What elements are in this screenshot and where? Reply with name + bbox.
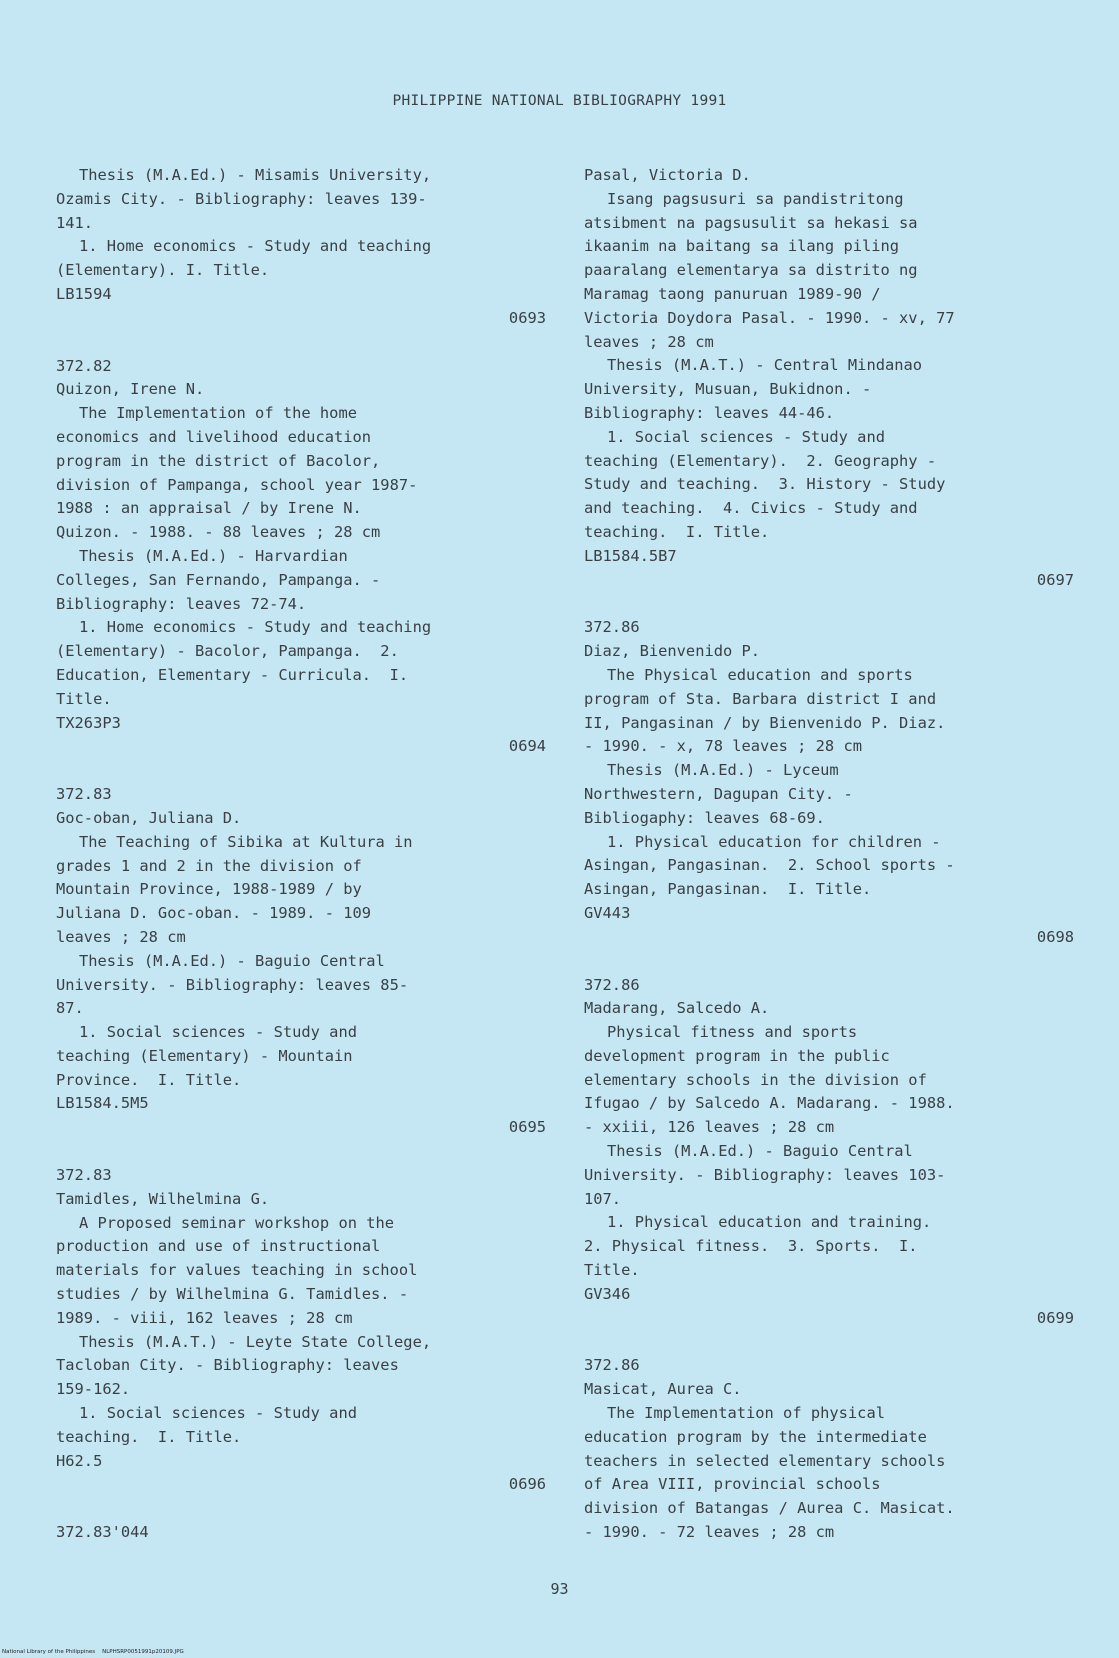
entry-line: 372.86 — [584, 1356, 640, 1375]
entry-line: 1988 : an appraisal / by Irene N. — [56, 499, 362, 518]
entry-line: and teaching. 4. Civics - Study and — [584, 499, 918, 518]
entry-line: LB1594 — [56, 284, 112, 303]
entry-line: Tacloban City. - Bibliography: leaves — [56, 1356, 399, 1375]
entry-line: 87. — [56, 999, 84, 1018]
entry-line: 107. — [584, 1189, 622, 1208]
entry-line: leaves ; 28 cm — [584, 332, 714, 351]
entry-line: 372.86 — [584, 618, 640, 637]
entry-gap — [56, 331, 546, 355]
entry-line: University. - Bibliography: leaves 103- — [584, 1165, 946, 1184]
entry-line: II, Pangasinan / by Bienvenido P. Diaz. — [584, 713, 946, 732]
entry-line: 1. Home economics - Study and teaching — [79, 237, 432, 256]
entry-line: 372.83 — [56, 785, 112, 804]
entry-line: H62.5 — [56, 1451, 103, 1470]
entry-gap — [56, 759, 546, 783]
entry-line: Victoria Doydora Pasal. - 1990. - xv, 77 — [584, 308, 955, 327]
entry-line: Thesis (M.A.T.) - Central Mindanao — [607, 356, 923, 375]
entry-line: Asingan, Pangasinan. 2. School sports - — [584, 856, 955, 875]
control-number: 0696 — [508, 1475, 546, 1494]
entry-line: Diaz, Bienvenido P. — [584, 642, 761, 661]
entry-line: Ozamis City. - Bibliography: leaves 139- — [56, 189, 427, 208]
entry-line: University. - Bibliography: leaves 85- — [56, 975, 409, 994]
entry-line: Quizon, Irene N. — [56, 380, 205, 399]
entry-line: Thesis (M.A.Ed.) - Baguio Central — [79, 951, 385, 970]
entry-line: Bibliogaphy: leaves 68-69. — [584, 808, 825, 827]
entry-line: 372.86 — [584, 975, 640, 994]
entry-line: TX263P3 — [56, 713, 121, 732]
entry-line: The Teaching of Sibika at Kultura in — [79, 832, 413, 851]
entry-line: ikaanim na baitang sa ilang piling — [584, 237, 900, 256]
entry-line: Study and teaching. 3. History - Study — [584, 475, 946, 494]
entry-line: - xxiii, 126 leaves ; 28 cm — [584, 1118, 835, 1137]
entry-line: division of Pampanga, school year 1987- — [56, 475, 418, 494]
entry-line: 1. Physical education and training. — [607, 1213, 932, 1232]
entry-line: Thesis (M.A.T.) - Leyte State College, — [79, 1332, 432, 1351]
running-header: PHILIPPINE NATIONAL BIBLIOGRAPHY 1991 — [392, 93, 727, 109]
entry-line: Ifugao / by Salcedo A. Madarang. - 1988. — [584, 1094, 955, 1113]
entry-line: Pasal, Victoria D. — [584, 166, 751, 184]
entry-line: Madarang, Salcedo A. — [584, 999, 770, 1018]
entry-line: - 1990. - x, 78 leaves ; 28 cm — [584, 737, 862, 756]
entry-line: 1989. - viii, 162 leaves ; 28 cm — [56, 1308, 353, 1327]
control-number: 0693 — [508, 308, 546, 327]
entry-line: Thesis (M.A.Ed.) - Baguio Central — [607, 1142, 913, 1161]
entry-line: GV443 — [584, 903, 631, 922]
entry-line: Masicat, Aurea C. — [584, 1380, 742, 1399]
entry-line: Asingan, Pangasinan. I. Title. — [584, 880, 872, 899]
entry-line: Title. — [56, 689, 112, 708]
entry-line: 372.83 — [56, 1166, 112, 1185]
entry-gap — [584, 592, 1074, 616]
entry-line: division of Batangas / Aurea C. Masicat. — [584, 1499, 955, 1518]
entry-line: Title. — [584, 1261, 640, 1280]
right-column — [584, 164, 1074, 1545]
entry-line: economics and livelihood education — [56, 427, 372, 446]
entry-line: 2. Physical fitness. 3. Sports. I. — [584, 1237, 918, 1256]
entry-line: grades 1 and 2 in the division of — [56, 856, 362, 875]
entry-line: Physical fitness and sports — [607, 1023, 858, 1042]
entry-line: 1. Home economics - Study and teaching — [79, 618, 432, 637]
entry-line: Province. I. Title. — [56, 1070, 242, 1089]
entry-line: paaralang elementarya sa distrito ng — [584, 261, 918, 280]
entry-line: program in the district of Bacolor, — [56, 451, 381, 470]
control-number: 0699 — [1036, 1308, 1074, 1327]
entry-line: program of Sta. Barbara district I and — [584, 689, 937, 708]
entry-line: teachers in selected elementary schools — [584, 1451, 946, 1470]
entry-line: studies / by Wilhelmina G. Tamidles. - — [56, 1285, 409, 1304]
entry-gap — [56, 1497, 546, 1521]
entry-line: Quizon. - 1988. - 88 leaves ; 28 cm — [56, 523, 381, 542]
entry-line: development program in the public — [584, 1046, 890, 1065]
entry-line: teaching (Elementary) - Mountain — [56, 1046, 353, 1065]
entry-line: teaching (Elementary). 2. Geography - — [584, 451, 937, 470]
control-number: 0695 — [508, 1118, 546, 1137]
entry-line: The Implementation of the home — [79, 404, 357, 423]
entry-line: LB1584.5M5 — [56, 1094, 149, 1113]
entry-line: Thesis (M.A.Ed.) - Lyceum — [607, 761, 839, 780]
entry-line: The Physical education and sports — [607, 665, 913, 684]
entry-line: 1. Social sciences - Study and — [607, 427, 885, 446]
entry-line: Mountain Province, 1988-1989 / by — [56, 880, 362, 899]
entry-line: 372.82 — [56, 356, 112, 375]
entry-line: 1. Social sciences - Study and — [79, 1404, 357, 1423]
entry-line: Thesis (M.A.Ed.) - Misamis University, — [79, 166, 432, 184]
entry-line: (Elementary). I. Title. — [56, 261, 270, 280]
entry-line: atsibment na pagsusulit sa hekasi sa — [584, 213, 918, 232]
entry-gap — [584, 950, 1074, 974]
entry-line: The Implementation of physical — [607, 1404, 885, 1423]
entry-line: education program by the intermediate — [584, 1427, 927, 1446]
entry-line: Bibliography: leaves 44-46. — [584, 403, 835, 422]
entry-line: Maramag taong panuruan 1989-90 / — [584, 284, 881, 303]
entry-line: 372.83'044 — [56, 1523, 149, 1542]
entry-line: of Area VIII, provincial schools — [584, 1475, 881, 1494]
entry-line: teaching. I. Title. — [584, 522, 770, 541]
entry-line: Colleges, San Fernando, Pampanga. - — [56, 570, 381, 589]
entry-line: Goc-oban, Juliana D. — [56, 808, 242, 827]
control-number: 0698 — [1036, 927, 1074, 946]
control-number: 0694 — [508, 737, 546, 756]
entry-line: production and use of instructional — [56, 1237, 381, 1256]
scan-footer: National Library of the Philippines NLPHSRP0051991p20109.JPG — [2, 1649, 184, 1655]
entry-line: leaves ; 28 cm — [56, 927, 186, 946]
entry-line: 159-162. — [56, 1380, 131, 1399]
entry-gap — [584, 1330, 1074, 1354]
entry-line: (Elementary) - Bacolor, Pampanga. 2. — [56, 642, 399, 661]
entry-line: A Proposed seminar workshop on the — [79, 1213, 395, 1232]
entry-line: Juliana D. Goc-oban. - 1989. - 109 — [56, 904, 372, 923]
left-column — [56, 164, 546, 1545]
entry-line: Northwestern, Dagupan City. - — [584, 784, 853, 803]
entry-line: elementary schools in the division of — [584, 1070, 927, 1089]
entry-line: Tamidles, Wilhelmina G. — [56, 1189, 270, 1208]
entry-line: materials for values teaching in school — [56, 1261, 418, 1280]
entry-line: GV346 — [584, 1284, 631, 1303]
entry-line: teaching. I. Title. — [56, 1427, 242, 1446]
control-number: 0697 — [1036, 570, 1074, 589]
entry-line: Isang pagsusuri sa pandistritong — [607, 189, 904, 208]
entry-line: 1. Physical education for children - — [607, 832, 941, 851]
entry-line: Education, Elementary - Curricula. I. — [56, 665, 409, 684]
entry-line: Bibliography: leaves 72-74. — [56, 594, 307, 613]
page-number: 93 — [550, 1580, 569, 1598]
entry-line: - 1990. - 72 leaves ; 28 cm — [584, 1523, 835, 1542]
entry-line: 1. Social sciences - Study and — [79, 1023, 357, 1042]
entry-line: LB1584.5B7 — [584, 546, 677, 565]
entry-gap — [56, 1140, 546, 1164]
entry-line: Thesis (M.A.Ed.) - Harvardian — [79, 546, 348, 565]
entry-line: 141. — [56, 213, 94, 232]
entry-line: University, Musuan, Bukidnon. - — [584, 380, 872, 399]
